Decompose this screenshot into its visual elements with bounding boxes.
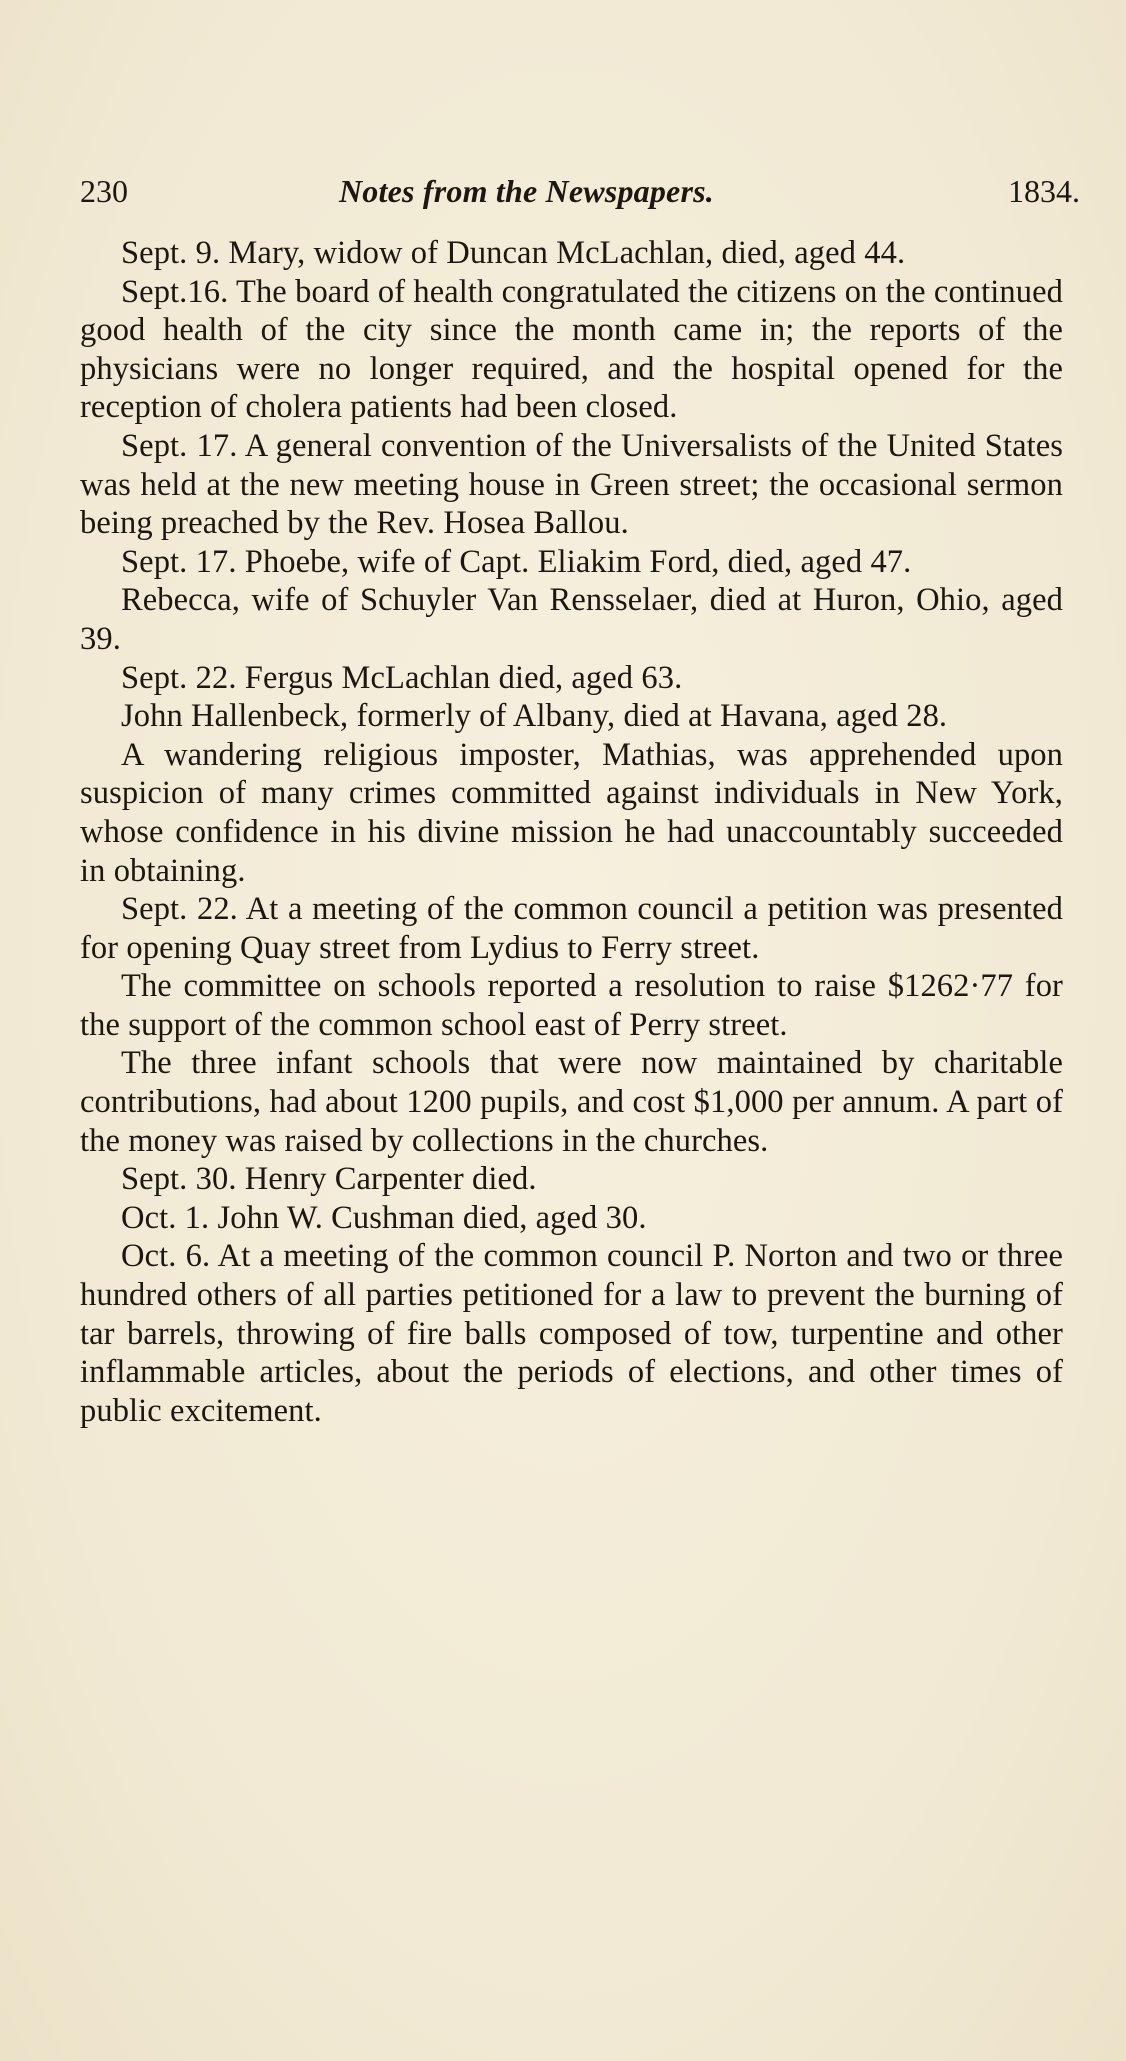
entry-quay-street-petition: Sept. 22. At a meeting of the common council a petition was presented for opening Quay street from Lydius to Ferry street. xyxy=(80,891,1063,966)
entry-fergus-mclachlan: Sept. 22. Fergus McLachlan died, aged 63. xyxy=(121,659,683,696)
entry-henry-carpenter: Sept. 30. Henry Carpenter died. xyxy=(121,1161,537,1198)
entry-john-hallenbeck: John Hallenbeck, formerly of Albany, died at Havana, aged 28. xyxy=(121,698,948,735)
entry-phoebe-ford: Sept. 17. Phoebe, wife of Capt. Eliakim Ford, died, aged 47. xyxy=(121,543,912,580)
page-header xyxy=(80,168,1080,214)
header-year: 1834. xyxy=(1008,173,1080,209)
entry-mathias-imposter: A wandering religious imposter, Mathias, was apprehended upon suspicion of many crimes committed against individuals in New York, whose confidence in his divine mission he had unaccountably succeeded in obtaining. xyxy=(80,736,1063,889)
entry-universalist-convention: Sept. 17. A general convention of the Universalists of the United States was held at the new meeting house in Green street; the occasional sermon being preached by the Rev. Hosea Ballou. xyxy=(80,427,1063,542)
entry-tar-barrels-petition: Oct. 6. At a meeting of the common council P. Norton and two or three hundred others of all parties petitioned for a law to prevent the burning of tar barrels, throwing of fire balls composed of tow, turpentine and other inflammable articles, about the periods of elections, and other times of public excitement. xyxy=(80,1238,1063,1429)
entry-mary-mclachlan: Sept. 9. Mary, widow of Duncan McLachlan, died, aged 44. xyxy=(121,235,906,271)
entry-schools-resolution: The committee on schools reported a resolution to raise $1262·77 for the support of the common school east of Perry street. xyxy=(80,968,1063,1043)
page-body xyxy=(80,234,1063,1430)
entry-john-cushman: Oct. 1. John W. Cushman died, aged 30. xyxy=(121,1199,647,1236)
running-title: Notes from the Newspapers. xyxy=(339,173,714,209)
page-number: 230 xyxy=(80,173,128,209)
entry-rebecca-van-rensselaer: Rebecca, wife of Schuyler Van Rensselaer, died at Huron, Ohio, aged 39. xyxy=(80,582,1063,657)
entry-infant-schools: The three infant schools that were now maintained by charitable contributions, had about 1200 pupils, and cost $1,000 per annum. A part of the money was raised by collections in the churches. xyxy=(80,1045,1063,1159)
entry-board-of-health: Sept.16. The board of health congratulated the citizens on the continued good health of the city since the month came in; the reports of the physicians were no longer required, and the hospital opened for the reception of cholera patients had been closed. xyxy=(80,273,1063,426)
